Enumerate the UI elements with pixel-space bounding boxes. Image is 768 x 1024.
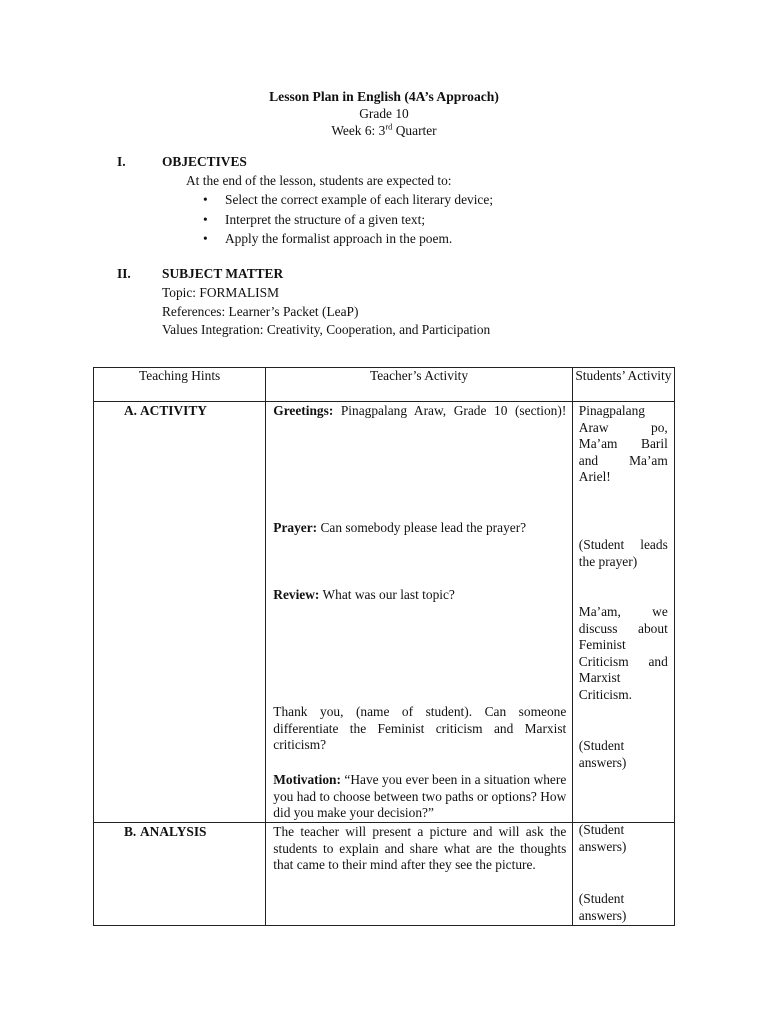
objective-text: Select the correct example of each literary device; — [225, 192, 494, 207]
header-teacher-activity: Teacher’s Activity — [266, 368, 573, 402]
review-text: Review: What was our last topic? — [273, 587, 455, 602]
week-prefix: Week 6: 3 — [331, 123, 386, 138]
student-answers: (Student answers) — [578, 822, 627, 854]
student-review-answer: Ma’am, we discuss about Feminist Criticism and Marxist Criticism. — [578, 604, 668, 702]
thank-you-text: Thank you, (name of student). Can someone differentiate the Feminist criticism and Marxist criticism? — [273, 704, 567, 752]
lesson-table — [93, 367, 675, 926]
student-prayer: (Student leads the prayer) — [578, 537, 668, 569]
references-line: References: Learner’s Packet (LeaP) — [162, 304, 359, 319]
section-title: OBJECTIVES — [162, 154, 247, 169]
values-line: Values Integration: Creativity, Cooperation, and Participation — [162, 322, 491, 337]
week-line — [0, 122, 768, 139]
greetings-text: Greetings: Pinagpalang Araw, Grade 10 (section)! — [273, 403, 567, 418]
analysis-hint-cell — [94, 823, 266, 926]
analysis-label: B. ANALYSIS — [124, 824, 207, 839]
document-header — [0, 88, 768, 139]
prayer-text: Prayer: Can somebody please lead the prayer? — [273, 520, 527, 535]
list-item — [203, 231, 493, 251]
bullet-icon: • — [203, 231, 208, 246]
objectives-list — [203, 192, 494, 251]
list-item — [203, 211, 493, 232]
bullet-icon: • — [203, 192, 208, 207]
week-superscript: rd — [385, 121, 393, 132]
bullet-icon: • — [203, 211, 208, 227]
analysis-student-cell — [572, 823, 674, 926]
student-greeting: Pinagpalang Araw po, Ma’am Baril and Ma’am Ariel! — [578, 403, 668, 484]
header-students-activity: Students’ Activity — [572, 368, 674, 402]
table-row — [94, 402, 675, 823]
objectives-intro: At the end of the lesson, students are expected to: — [186, 173, 452, 188]
analysis-teacher-text: The teacher will present a picture and will ask the students to explain and share what are the thoughts that came to their mind after they see the picture. — [273, 824, 567, 872]
objective-text: Apply the formalist approach in the poem. — [225, 231, 453, 246]
objective-text: Interpret the structure of a given text; — [225, 211, 426, 227]
table-row — [94, 823, 675, 926]
motivation-text: Motivation: “Have you ever been in a situation where you had to choose between two paths or options? How did you make your decision?” — [273, 772, 567, 820]
activity-teacher-cell — [266, 402, 573, 823]
document-title: Lesson Plan in English (4A’s Approach) — [269, 89, 499, 104]
section-number: II. — [117, 266, 131, 281]
activity-student-cell — [572, 402, 674, 854]
week-suffix: Quarter — [392, 123, 437, 138]
grade-line: Grade 10 — [359, 106, 409, 121]
section-title: SUBJECT MATTER — [162, 266, 284, 281]
analysis-teacher-cell — [266, 823, 573, 926]
activity-hint-cell — [94, 402, 266, 823]
topic-line: Topic: FORMALISM — [162, 285, 279, 300]
header-teaching-hints: Teaching Hints — [94, 368, 266, 402]
activity-label: A. ACTIVITY — [124, 403, 207, 418]
table-header-row — [94, 368, 675, 402]
section-number: I. — [117, 154, 126, 169]
list-item — [203, 192, 494, 212]
student-answers: (Student answers) — [578, 738, 627, 770]
student-answers: (Student answers) — [578, 891, 627, 923]
